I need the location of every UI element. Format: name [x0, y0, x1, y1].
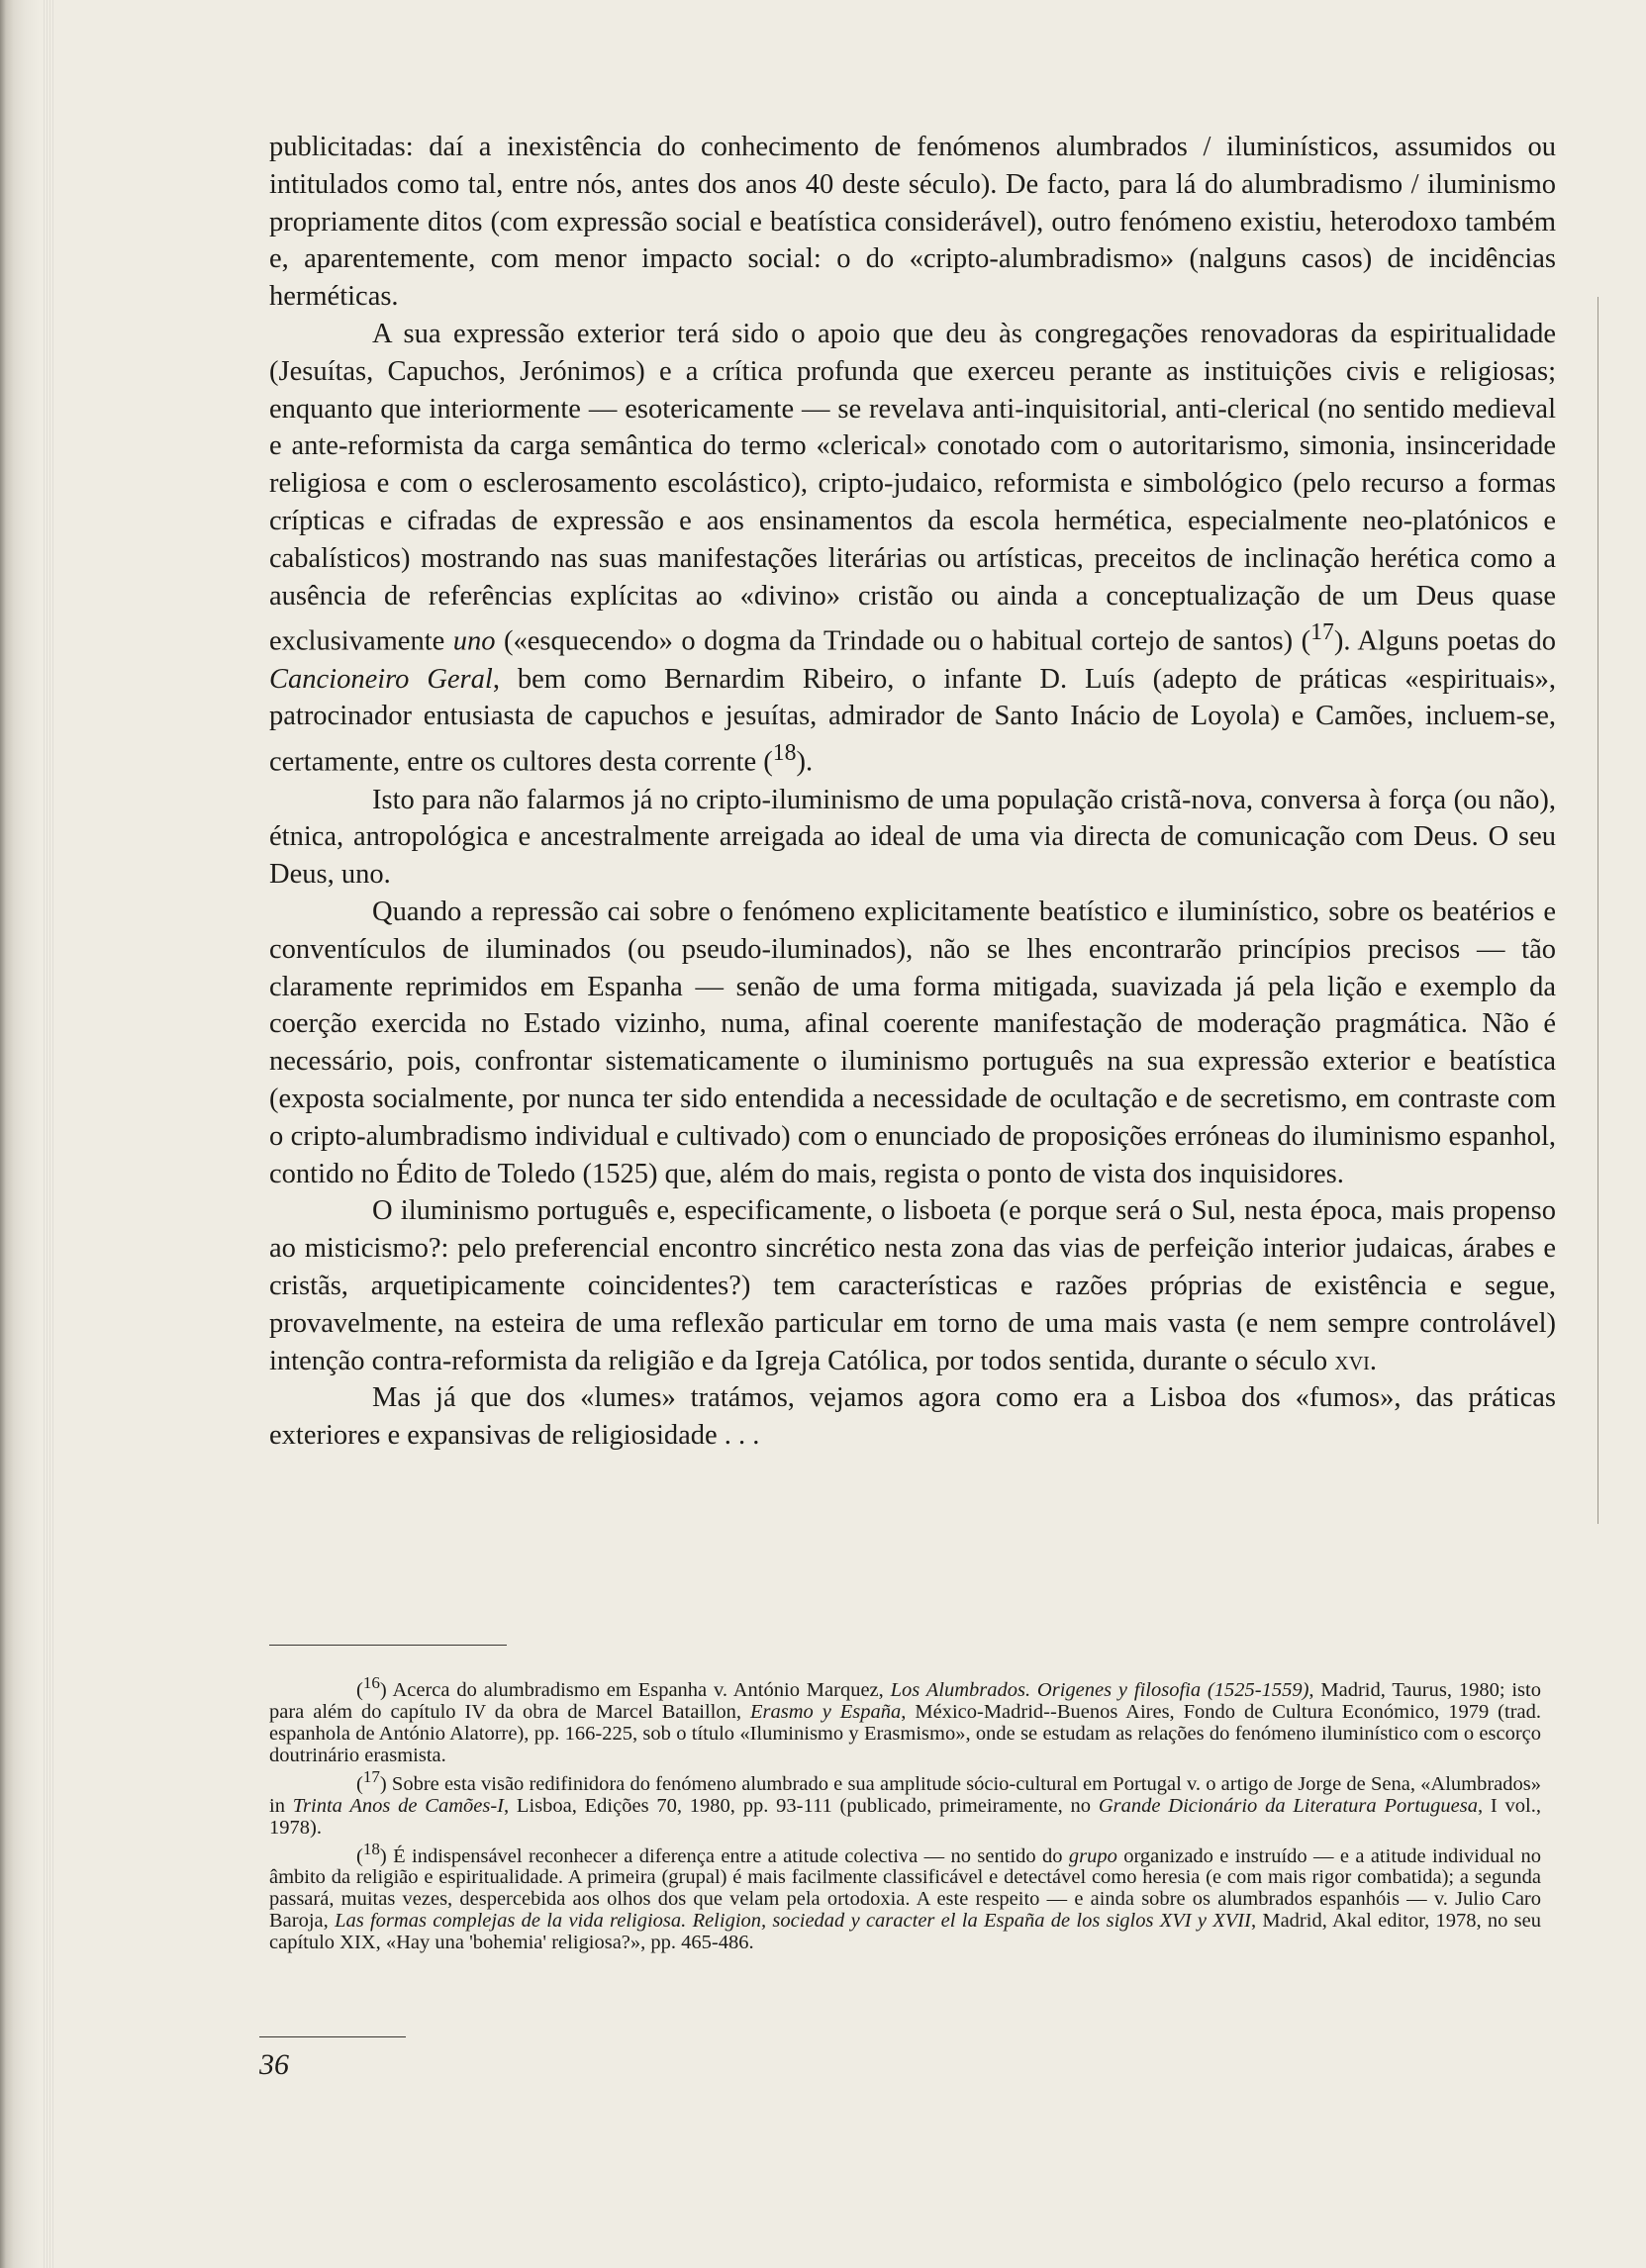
italic-text: Grande Dicionário da Literatura Portuguesa — [1098, 1794, 1478, 1817]
text-run: Quando a repressão cai sobre o fenómeno explicitamente beatístico e iluminístico, sobre os beatérios e conventículos de iluminados (ou pseudo-iluminados), não se lhes encontrarão princípios precisos — tão claramente reprimidos em Espanha — senão de uma forma mitigada, suavizada já pela lição e exemplo da coerção exercida no Estado vizinho, numa, afinal coerente manifestação de moderação pragmática. Não é necessário, pois, confrontar sistematicamente o iluminismo português na sua expressão exterior e beatística (exposta socialmente, por nunca ter sido entendida a necessidade de ocultação e de secretismo, em contraste com o cripto-alumbradismo individual e cultivado) com o enunciado de proposições erróneas do iluminismo espanhol, contido no Édito de Toledo (1525) que, além do mais, regista o ponto de vista dos inquisidores. — [269, 896, 1556, 1189]
text-run: , bem como Bernardim Ribeiro, o infante D. Luís (adepto de práticas «espirituais», patrocinador entusiasta de capuchos e jesuítas, admirador de Santo Inácio de Loyola) e Camões, incluem-se, certamente, entre os cultores desta corrente ( — [269, 663, 1556, 778]
text-run: . — [1369, 1345, 1377, 1376]
text-run: ) Sobre esta visão redifinidora do fenómeno alumbrado e sua amplitude sócio-cultural em Portugal v. o artigo de Jorge de Sena, «Alumbrados» in — [269, 1772, 1541, 1817]
text-run: ) Acerca do alumbradismo em Espanha v. António Marquez, — [379, 1678, 891, 1701]
italic-text: grupo — [1068, 1844, 1117, 1867]
italic-text: Las formas complejas de la vida religiosa. Religion, sociedad y caracter el la España de los siglos XVI y XVII — [335, 1910, 1251, 1933]
text-run: ) É indispensável reconhecer a diferença entre a atitude colectiva — no sentido do — [379, 1844, 1069, 1867]
text-run: publicitadas: daí a inexistência do conhecimento de fenómenos alumbrados / iluminísticos, assumidos ou intitulados como tal, entre nós, antes dos anos 40 deste século). De facto, para lá do alumbradismo / iluminismo propriamente ditos (com expressão social e beatística considerável), outro fenómeno existiu, heterodoxo também e, aparentemente, com menor impacto social: o do «cripto-alumbradismo» (nalguns casos) de incidências herméticas. — [269, 132, 1556, 313]
italic-text: uno — [452, 625, 496, 657]
text-run: ( — [356, 1844, 363, 1867]
italic-text: Los Alumbrados. Origenes y filosofia (1525-1559) — [890, 1678, 1309, 1701]
text-run: , I vol., 1978). — [269, 1794, 1542, 1839]
smallcaps-text: xvi — [1334, 1345, 1370, 1376]
note-reference: 16 — [362, 1673, 380, 1692]
text-run: , Madrid, Taurus, 1980; isto para além do capítulo IV da obra de Marcel Bataillon, — [269, 1678, 1541, 1723]
paragraph — [269, 894, 1556, 1192]
page-number-rule — [259, 2036, 406, 2037]
text-run: ( — [356, 1772, 363, 1795]
body-text — [269, 129, 1556, 1455]
paragraph — [269, 782, 1556, 894]
text-run: Isto para não falarmos já no cripto-iluminismo de uma população cristã-nova, conversa à força (ou não), étnica, antropológica e ancestralmente arreigada ao ideal de uma via directa de comunicação com Deus. O seu Deus, uno. — [269, 784, 1556, 891]
text-run: A sua expressão exterior terá sido o apoio que deu às congregações renovadoras da espiritualidade (Jesuítas, Capuchos, Jerónimos) e a crítica profunda que exerceu perante as instituições civis e religiosas; enquanto que interiormente — esotericamente — se revelava anti-inquisitorial, anti-clerical (no sentido medieval e ante-reformista da carga semântica do termo «clerical» conotado com o autoritarismo, simonia, insinceridade religiosa e com o esclerosamento escolástico), cripto-judaico, reformista e simbológico (pelo recurso a formas crípticas e cifradas de expressão e aos ensinamentos da escola hermética, especialmente neo-platónicos e cabalísticos) mostrando nas suas manifestações literárias ou artísticas, preceitos de inclinação herética como a ausência de referências explícitas ao «divino» cristão ou ainda a conceptualização de um Deus quase exclusivamente — [269, 318, 1556, 657]
paragraph — [269, 1192, 1556, 1379]
footnote — [269, 1766, 1541, 1839]
note-reference: 17 — [1310, 619, 1334, 646]
text-run: , Madrid, Akal editor, 1978, no seu capítulo XIX, «Hay una 'bohemia' religiosa?», pp. 465-486. — [269, 1910, 1541, 1954]
note-reference: 17 — [362, 1766, 380, 1786]
text-run: organizado e instruído — e a atitude individual no âmbito da religião e espiritualidade. A primeira (grupal) é mais facilmente classificável e detectável como heresia (e com mais rigor combatida); a segunda passará, muitas vezes, despercebida aos olhos dos que velam pela ortodoxia. A este respeito — e ainda sobre os alumbrados espanhóis — v. Julio Caro Baroja, — [269, 1844, 1541, 1933]
page-gutter-shadow — [0, 0, 40, 2268]
text-run: ). Alguns poetas do — [1333, 625, 1556, 657]
text-run: , Lisboa, Edições 70, 1980, pp. 93-111 (publicado, primeiramente, no — [504, 1794, 1099, 1817]
page-edge-lines — [44, 0, 53, 2268]
footnote-separator — [269, 1645, 507, 1646]
paragraph — [269, 129, 1556, 316]
text-run: Mas já que dos «lumes» tratámos, vejamos agora como era a Lisboa dos «fumos», das práticas exteriores e expansivas de religiosidade . . . — [269, 1382, 1556, 1452]
note-reference: 18 — [362, 1839, 380, 1858]
italic-text: Erasmo y España — [749, 1700, 902, 1723]
text-run: ). — [796, 746, 814, 778]
paragraph — [269, 316, 1556, 782]
italic-text: Cancioneiro Geral — [269, 663, 493, 695]
footnote — [269, 1839, 1541, 1954]
text-run: , México-Madrid--Buenos Aires, Fondo de Cultura Económico, 1979 (trad. espanhola de António Alatorre), pp. 166-225, sob o título «Iluminismo y Erasmismo», onde se estudam as relações do fenómeno iluminístico com o escorço doutrinário erasmista. — [269, 1700, 1541, 1766]
text-run: ( — [356, 1678, 363, 1701]
footnote — [269, 1672, 1541, 1766]
text-run: («esquecendo» o dogma da Trindade ou o habitual cortejo de santos) ( — [495, 625, 1311, 657]
paragraph — [269, 1379, 1556, 1455]
footnotes — [269, 1672, 1541, 1953]
text-run: O iluminismo português e, especificamente, o lisboeta (e porque será o Sul, nesta época, mais propenso ao misticismo?: pelo preferencial encontro sincrético nesta zona das vias de perfeição interior judaicas, árabes e cristãs, arquetipicamente coincidentes?) tem características e razões próprias de existência e segue, provavelmente, na esteira de uma reflexão particular em torno de uma mais vasta (e nem sempre controlável) intenção contra-reformista da religião e da Igreja Católica, por todos sentida, durante o século — [269, 1195, 1556, 1376]
italic-text: Trinta Anos de Camões-I — [292, 1794, 504, 1817]
page-number: 36 — [259, 2048, 289, 2081]
note-reference: 18 — [772, 740, 797, 767]
